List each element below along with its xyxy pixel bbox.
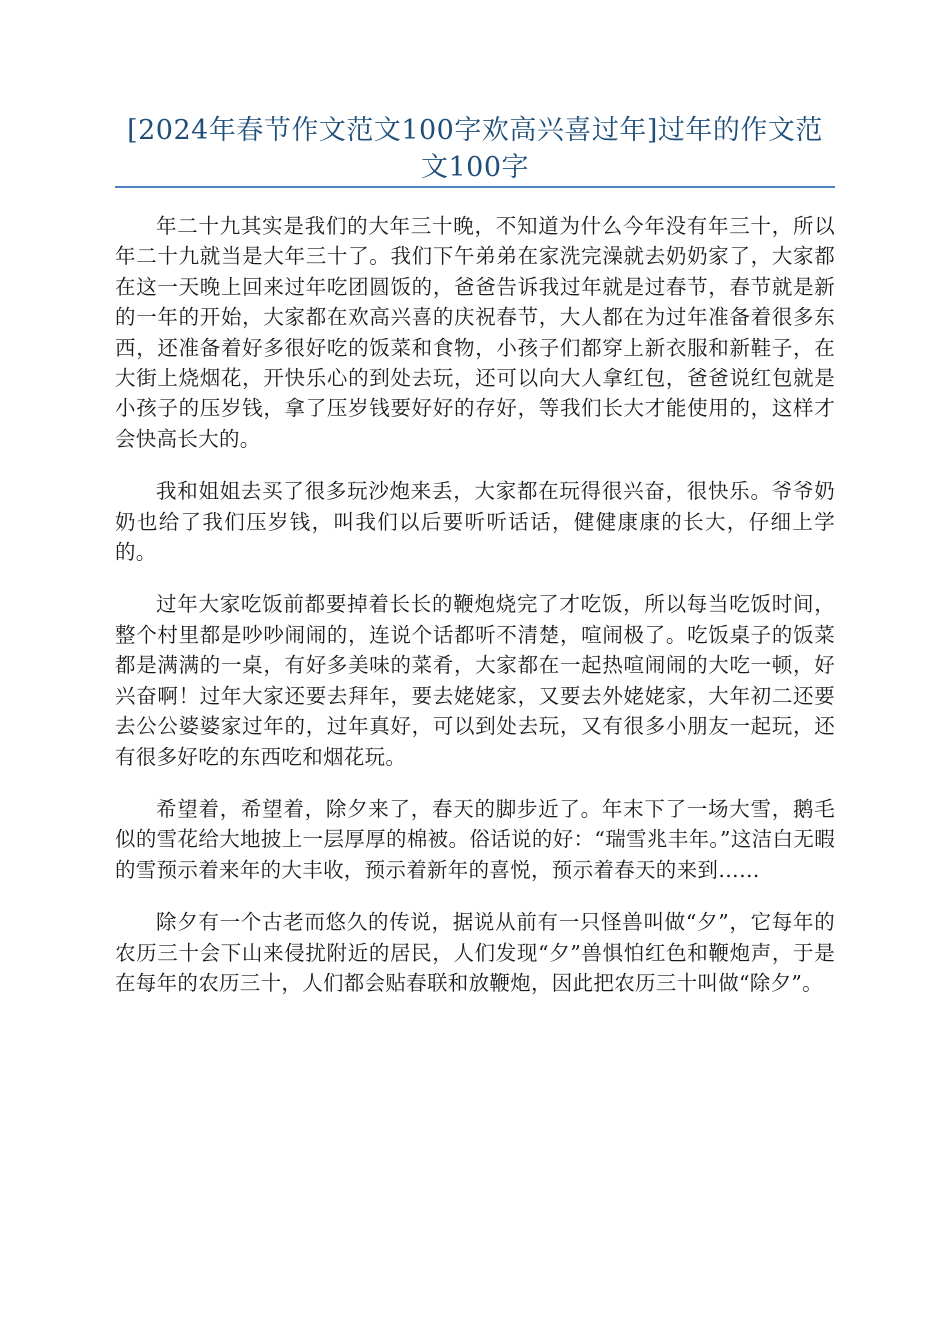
paragraph-1: 年二十九其实是我们的大年三十晚，不知道为什么今年没有年三十，所以年二十九就当是大年三十了。我们下午弟弟在家洗完澡就去奶奶家了，大家都在这一天晚上回来过年吃团圆饭的，爸爸告诉我过年就是过春节，春节就是新的一年的开始，大家都在欢高兴喜的庆祝春节，大人都在为过年准备着很多东西，还准备着好多很好吃的饭菜和食物，小孩子们都穿上新衣服和新鞋子，在大街上烧烟花，开快乐心的到处去玩，还可以向大人拿红包，爸爸说红包就是小孩子的压岁钱，拿了压岁钱要好好的存好，等我们长大才能使用的，这样才会快高长大的。: [115, 214, 835, 451]
paragraph-2: 我和姐姐去买了很多玩沙炮来丢，大家都在玩得很兴奋，很快乐。爷爷奶奶也给了我们压岁钱，叫我们以后要听听话话，健健康康的长大，仔细上学的。: [115, 479, 835, 565]
title-underline-divider: [115, 186, 835, 188]
article-body: [115, 211, 835, 1020]
paragraph-3: 过年大家吃饭前都要掉着长长的鞭炮烧完了才吃饭，所以每当吃饭时间，整个村里都是吵吵闹闹的，连说个话都听不清楚，喧闹极了。吃饭桌子的饭菜都是满满的一桌，有好多美味的菜肴，大家都在一起热喧闹闹的大吃一顿，好兴奋啊！过年大家还要去拜年，要去姥姥家，又要去外姥姥家，大年初二还要去公公婆婆家过年的，过年真好，可以到处去玩，又有很多小朋友一起玩，还有很多好吃的东西吃和烟花玩。: [115, 592, 835, 769]
page-title: [2024年春节作文范文100字欢高兴喜过年]过年的作文范文100字: [127, 115, 823, 183]
title-block: [115, 112, 835, 186]
paragraph-4: 希望着，希望着，除夕来了，春天的脚步近了。年末下了一场大雪，鹅毛似的雪花给大地披上一层厚厚的棉被。俗话说的好：“瑞雪兆丰年。”这洁白无暇的雪预示着来年的大丰收，预示着新年的喜悦，预示着春天的来到……: [115, 796, 835, 882]
paragraph-5: 除夕有一个古老而悠久的传说，据说从前有一只怪兽叫做“夕”，它每年的农历三十会下山来侵扰附近的居民，人们发现“夕”兽惧怕红色和鞭炮声，于是在每年的农历三十，人们都会贴春联和放鞭炮，因此把农历三十叫做“除夕”。: [115, 910, 835, 995]
